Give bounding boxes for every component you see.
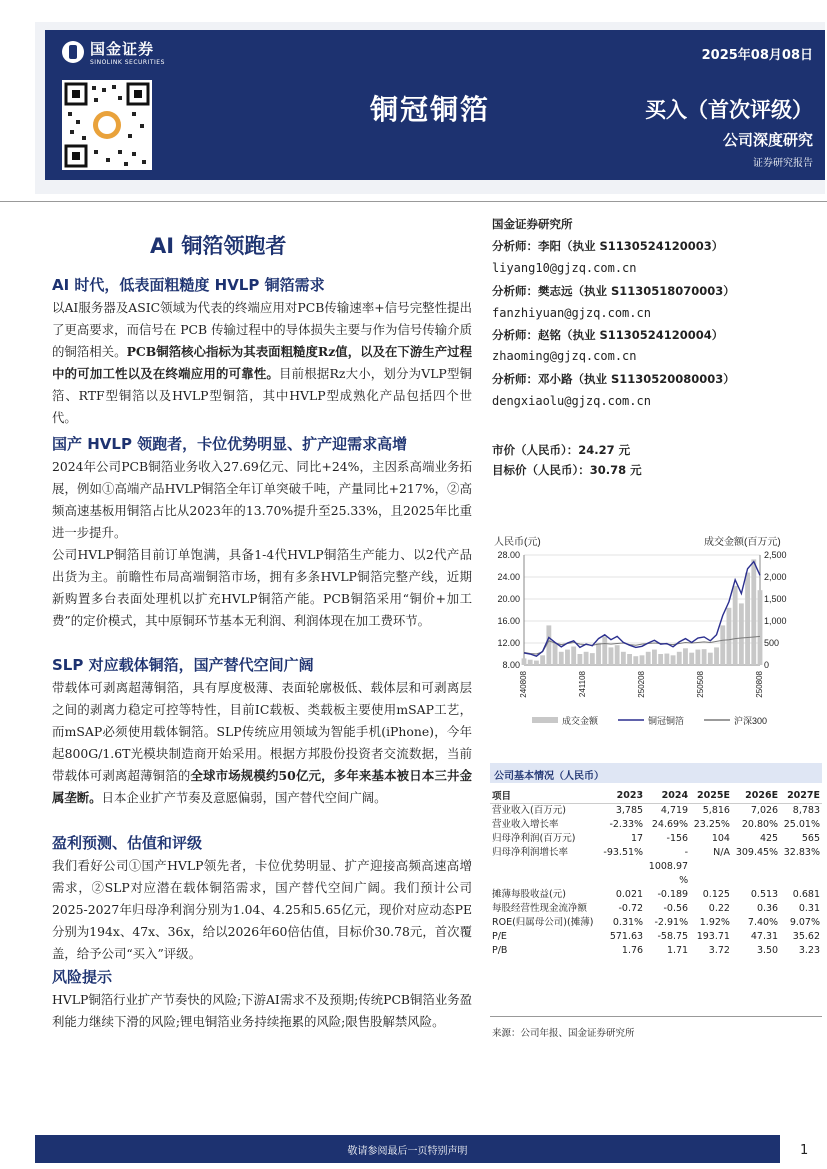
table-cell [490,874,600,888]
table-cell: 摊薄每股收益(元) [492,889,566,900]
table-cell: 4,719 [660,805,689,816]
volume-bar [683,648,688,665]
table-cell: P/E [492,931,507,942]
table-cell: 104 [711,833,730,844]
table-cell [732,874,780,888]
volume-bar [745,573,750,665]
table-row [490,846,822,860]
table-cell: P/B [492,945,508,956]
volume-bar [540,655,545,665]
section-heading: 国产 HVLP 领跑者，卡位优势明显、扩产迎需求高增 [52,435,408,453]
price-block [492,440,642,480]
volume-bar [720,625,725,665]
qr-code-icon [62,80,152,170]
volume-bar [546,625,551,665]
logo-text-en: SINOLINK SECURITIES [90,59,165,66]
paragraph-bold-text: 全球市场规模约50亿元，多年来基本被日本三井金属垄断。 [52,768,473,805]
table-cell: 47.31 [750,931,779,942]
table-cell: 309.45% [735,847,779,858]
table-cell: 0.513 [750,889,779,900]
section-heading: SLP 对应载体铜箔，国产替代空间广阔 [52,656,314,674]
legend-label: 沪深300 [734,716,768,726]
table-cell: -2.91% [654,917,689,928]
volume-bar [559,652,564,665]
volume-bar [658,654,663,665]
company-logo [62,38,165,66]
table-header-cell: 项目 [490,787,600,804]
table-header-cell: 2025E [690,787,732,804]
paragraph-bold-text: PCB铜箔核心指标为其表面粗糙度Rz值，以及在下游生产过程中的可加工性以及在终端应用的可靠性。 [52,344,472,381]
analyst-line: 分析师：樊志远（执业 S1130518070003） [492,284,735,298]
paragraph-text: 以AI服务器及ASIC领域为代表的终端应用对PCB传输速率+信号完整性提出了更高要求，而信号在 PCB 传输过程中的导体损失主要与作为信号传输介质的铜箔相关。 [52,300,472,359]
table-cell [732,860,780,874]
table-cell: 7.40% [747,917,779,928]
table-cell: 0.31 [798,903,820,914]
volume-bar [596,643,601,665]
right-tick-label: 2,000 [764,572,787,582]
right-tick-label: 1,000 [764,616,787,626]
table-row [490,888,822,902]
volume-bar [652,650,657,665]
volume-bar [733,586,738,665]
table-cell [690,874,732,888]
analyst-email[interactable]: fanzhiyuan@gjzq.com.cn [492,306,651,320]
volume-bar [695,650,700,665]
table-cell: -93.51% [603,847,644,858]
report-title: AI 铜箔领跑者 [150,234,287,258]
volume-bar [590,653,595,665]
table-cell: 3.23 [798,945,820,956]
left-tick-label: 8.00 [502,660,520,670]
right-tick-label: 2,500 [764,550,787,560]
table-cell: 7,026 [750,805,779,816]
table-row [490,916,822,930]
table-cell: -58.75 [657,931,689,942]
table-cell: 1.76 [621,945,644,956]
analyst-email[interactable]: liyang10@gjzq.com.cn [492,261,637,275]
x-tick-label: 250508 [696,671,706,698]
table-cell: % [679,875,689,886]
table-cell: -0.189 [657,889,689,900]
table-cell: 3.50 [756,945,779,956]
volume-bar [664,654,669,665]
paragraph [52,297,472,429]
table-cell [490,860,600,874]
section-heading: 风险提示 [52,968,113,986]
volume-bar [640,655,645,665]
table-cell: 营业收入(百万元) [492,805,566,816]
volume-bar [602,636,607,665]
table-header-cell: 2026E [732,787,780,804]
volume-bar [758,590,763,665]
left-tick-label: 16.00 [497,616,520,626]
table-row [490,818,822,832]
left-tick-label: 28.00 [497,550,520,560]
volume-bar [714,647,719,665]
table-cell: 1008.97 [648,861,689,872]
x-tick-label: 240808 [519,671,529,698]
table-cell: 1.71 [666,945,689,956]
table-cell: 17 [630,833,644,844]
table-cell: 0.125 [702,889,730,900]
table-cell [600,860,645,874]
table-cell: 25.01% [783,819,820,830]
right-tick-label: 500 [764,638,780,648]
report-subtype: 证券研究报告 [753,158,813,169]
analyst-line: 分析师：邓小路（执业 S1130520080003） [492,372,735,386]
table-cell [780,874,822,888]
volume-bar [702,649,707,665]
volume-bar [565,650,570,665]
table-cell: 20.80% [741,819,779,830]
volume-bar [522,658,527,665]
right-tick-label: 0 [764,660,770,670]
table-cell: 32.83% [783,847,820,858]
table-cell: 425 [759,833,779,844]
header-divider [0,201,827,202]
volume-bar [528,660,533,665]
logo-icon [62,41,84,63]
table-header-cell: 2024 [645,787,690,804]
chart-legend [532,715,767,726]
paragraph: 2024年公司PCB铜箔业务收入27.69亿元、同比+24%，主因系高端业务拓展，例如①高端产品HVLP铜箔全年订单突破千吨，产量同比+217%，②高频高速基板用铜箔占比从2023年的13.70%提升至25.33%，且2025年比重进一步提升。 [52,459,472,540]
x-axis-ticks [519,670,764,697]
page-number: 1 [800,1143,809,1158]
market-price: 市价（人民币）：24.27 元 [492,443,631,457]
left-tick-label: 24.00 [497,572,520,582]
analyst-line: 分析师：李阳（执业 S1130524120003） [492,239,724,253]
volume-bar [708,653,713,665]
table-divider [490,1016,822,1017]
table-row [490,944,822,958]
volume-bar [615,645,620,665]
stock-chart [490,535,825,735]
volume-bar [609,647,614,665]
paragraph-text: 带载体可剥离超薄铜箔，具有厚度极薄、表面轮廓极低、载体层和可剥离层之间的剥离力稳定可控等特性，目前IC载板、类载板主要使用mSAP工艺，而mSAP必须使用载体铜箔。SLP传统应用领域为智能手机(iPhone)，今年起800G/1.6T光模块制造商开始采用。根据方邦股份投资者交流数据，当前带载体可剥离超薄铜箔的 [52,680,472,783]
volume-bar [671,655,676,665]
table-cell: N/A [713,847,730,858]
logo-text-cn: 国金证券 [90,40,155,58]
paragraph: 我们看好公司①国产HVLP领先者，卡位优势明显、扩产迎接高频高速高增需求，②SLP对应潜在载体铜箔需求，国产替代空间广阔。我们预计公司2025-2027年归母净利润分别为1.04、4.25和5.65亿元，现价对应动态PE分别为194x、47x、36x，给以2026年60倍估值，目标价30.78元，首次覆盖，给予公司“买入”评级。 [52,858,472,961]
volume-bar [571,647,576,665]
table-cell: -0.72 [618,903,644,914]
table-cell [600,874,645,888]
table-cell: 5,816 [702,805,730,816]
table-cell: 571.63 [609,931,644,942]
table-source: 来源：公司年报、国金证券研究所 [492,1028,635,1039]
table-cell: 0.31% [612,917,644,928]
right-axis-label: 成交金额(百万元) [704,537,781,548]
table-cell: 24.69% [651,819,689,830]
left-axis-ticks [497,550,520,670]
table-cell: 每股经营性现金流净额 [492,903,588,914]
table-cell: 35.62 [792,931,820,942]
volume-bar [739,603,744,665]
table-cell: 193.71 [696,931,730,942]
table-cell: 归母净利润增长率 [492,847,569,858]
right-axis-ticks [764,550,787,670]
paragraph: 公司HVLP铜箔目前订单饱满，具备1-4代HVLP铜箔生产能力、以2代产品出货为主。前瞻性布局高端铜箔市场，拥有多条HVLP铜箔完整产线，近期新购置多台表面处理机以扩充HVLP铜箔产能。PCB铜箔采用“铜价+加工费”的定价模式，其中原铜环节基本无利润、利润体现在加工费环节。 [52,547,472,628]
paragraph [52,677,472,809]
left-axis-label: 人民币(元) [494,537,541,548]
footer-disclaimer[interactable]: 敬请参阅最后一页特别声明 [347,1146,468,1157]
table-cell: 23.25% [693,819,730,830]
volume-bar [751,559,756,665]
analyst-email[interactable]: zhaoming@gjzq.com.cn [492,349,637,363]
table-header-cell: 2027E [780,787,822,804]
paragraph: HVLP铜箔行业扩产节奏快的风险;下游AI需求不及预期;传统PCB铜箔业务盈利能力继续下滑的风险;锂电铜箔业务持续拖累的风险;限售股解禁风险。 [52,992,472,1029]
volume-series [522,559,763,665]
analyst-line: 分析师：赵铭（执业 S1130524120004） [492,328,724,342]
table-cell: ROE(归属母公司)(摊薄) [492,917,594,928]
financial-table [490,787,822,958]
table-row [490,860,822,874]
section-heading: AI 时代，低表面粗糙度 HVLP 铜箔需求 [52,276,325,294]
table-cell: - [684,847,689,858]
table-row [490,832,822,846]
legend-label: 成交金额 [562,716,599,726]
table-cell [780,860,822,874]
table-cell: 1.92% [699,917,730,928]
table-cell: 8,783 [792,805,820,816]
volume-bar [689,653,694,665]
volume-bar [534,661,539,665]
table-cell [690,860,732,874]
table-row [490,874,822,888]
table-cell: 0.22 [708,903,730,914]
analyst-email[interactable]: dengxiaolu@gjzq.com.cn [492,394,651,408]
table-cell: -2.33% [609,819,644,830]
table-cell: 565 [801,833,820,844]
paragraph-text: 日本企业扩产节奏及意愿偏弱，国产替代空间广阔。 [101,790,387,805]
target-price: 目标价（人民币）：30.78 元 [492,463,642,477]
rating: 买入（首次评级） [645,98,813,122]
volume-bar [584,652,589,665]
volume-bar [727,608,732,665]
table-cell: -156 [666,833,689,844]
volume-bar [577,654,582,665]
table-row [490,930,822,944]
volume-bar [621,652,626,665]
volume-bar [627,654,632,665]
table-header-cell: 2023 [600,787,645,804]
research-org: 国金证券研究所 [492,217,573,231]
left-tick-label: 12.00 [497,638,520,648]
table-header-row [490,787,822,804]
table-cell: 归母净利润(百万元) [492,833,576,844]
legend-swatch-volume [532,717,558,723]
table-title: 公司基本情况（人民币） [490,763,822,783]
paragraph-text: 目前根据Rz大小，划分为VLP型铜箔、RTF型铜箔以及HVLP型铜箔，其中HVLP型成熟化产品包括四个世代。 [52,366,473,425]
table-cell: 3.72 [708,945,730,956]
table-cell: 营业收入增长率 [492,819,559,830]
company-name: 铜冠铜箔 [370,93,491,126]
report-type: 公司深度研究 [722,131,813,149]
report-date: 2025年08月08日 [701,48,813,63]
x-tick-label: 250208 [637,671,647,698]
legend-label: 铜冠铜箔 [648,716,685,726]
volume-bar [633,656,638,665]
table-cell: 0.681 [792,889,820,900]
volume-bar [553,643,558,665]
right-tick-label: 1,500 [764,594,787,604]
table-row [490,804,822,819]
volume-bar [646,652,651,665]
table-cell: 9.07% [789,917,820,928]
table-cell: 0.36 [756,903,779,914]
volume-bar [677,652,682,665]
table-cell: 3,785 [615,805,644,816]
x-tick-label: 250808 [755,671,765,698]
x-tick-label: 241108 [578,671,588,698]
left-tick-label: 20.00 [497,594,520,604]
table-cell: -0.56 [663,903,689,914]
table-row [490,902,822,916]
section-heading: 盈利预测、估值和评级 [52,834,203,852]
table-cell: 0.021 [615,889,644,900]
